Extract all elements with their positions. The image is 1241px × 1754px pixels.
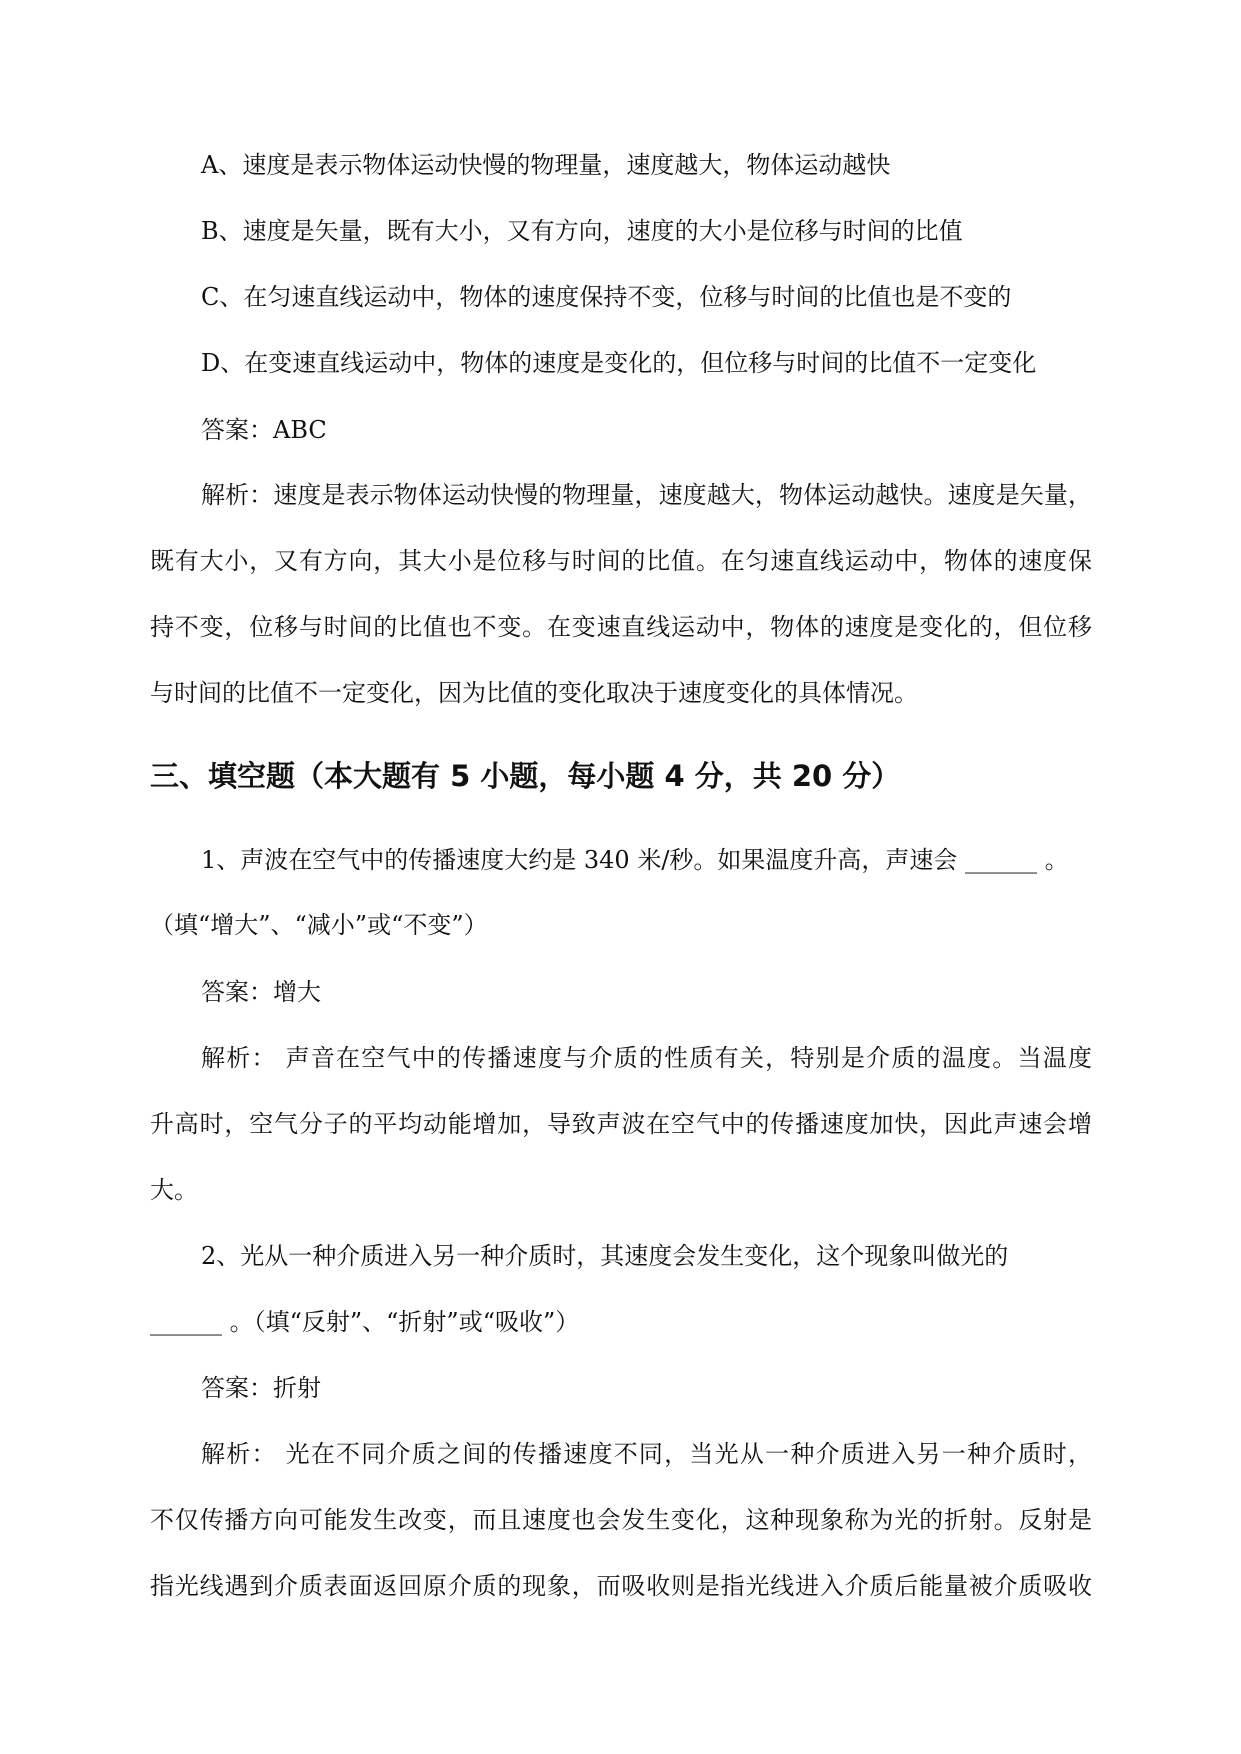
q2-analysis-line: 不仅传播方向可能发生改变，而且速度也会发生变化，这种现象称为光的折射。反射是	[150, 1506, 1092, 1534]
q1-analysis-line: 大。	[150, 1176, 198, 1204]
q2-question-hint: ______ 。（填“反射”、“折射”或“吸收”）	[150, 1308, 580, 1336]
mc-analysis-line: 持不变，位移与时间的比值也不变。在变速直线运动中，物体的速度是变化的，但位移	[150, 613, 1092, 641]
q1-question: 1、声波在空气中的传播速度大约是 340 米/秒。如果温度升高，声速会 ______ 。	[201, 846, 1069, 874]
mc-analysis-line: 既有大小，又有方向，其大小是位移与时间的比值。在匀速直线运动中，物体的速度保	[150, 547, 1092, 575]
option-c: C、在匀速直线运动中，物体的速度保持不变，位移与时间的比值也是不变的	[201, 283, 1012, 311]
q1-answer: 答案：增大	[201, 978, 321, 1006]
q1-analysis-line: 解析： 声音在空气中的传播速度与介质的性质有关，特别是介质的温度。当温度	[201, 1044, 1092, 1072]
mc-analysis-line: 与时间的比值不一定变化，因为比值的变化取决于速度变化的具体情况。	[150, 679, 918, 707]
q2-answer: 答案：折射	[201, 1374, 321, 1402]
section-heading: 三、填空题（本大题有 5 小题，每小题 4 分，共 20 分）	[150, 759, 901, 793]
q1-analysis-line: 升高时，空气分子的平均动能增加，导致声波在空气中的传播速度加快，因此声速会增	[150, 1110, 1092, 1138]
option-b: B、速度是矢量，既有大小，又有方向，速度的大小是位移与时间的比值	[201, 217, 963, 245]
option-a: A、速度是表示物体运动快慢的物理量，速度越大，物体运动越快	[201, 151, 891, 179]
mc-analysis-line: 解析：速度是表示物体运动快慢的物理量，速度越大，物体运动越快。速度是矢量，	[201, 481, 1092, 509]
q2-analysis-line: 指光线遇到介质表面返回原介质的现象，而吸收则是指光线进入介质后能量被介质吸收	[150, 1572, 1092, 1600]
q2-question: 2、光从一种介质进入另一种介质时，其速度会发生变化，这个现象叫做光的	[201, 1242, 1009, 1270]
q2-analysis-line: 解析： 光在不同介质之间的传播速度不同，当光从一种介质进入另一种介质时，	[201, 1440, 1092, 1468]
q1-question-hint: （填“增大”、“减小”或“不变”）	[150, 911, 488, 939]
option-d: D、在变速直线运动中，物体的速度是变化的，但位移与时间的比值不一定变化	[201, 349, 1037, 377]
mc-answer: 答案：ABC	[201, 416, 327, 444]
